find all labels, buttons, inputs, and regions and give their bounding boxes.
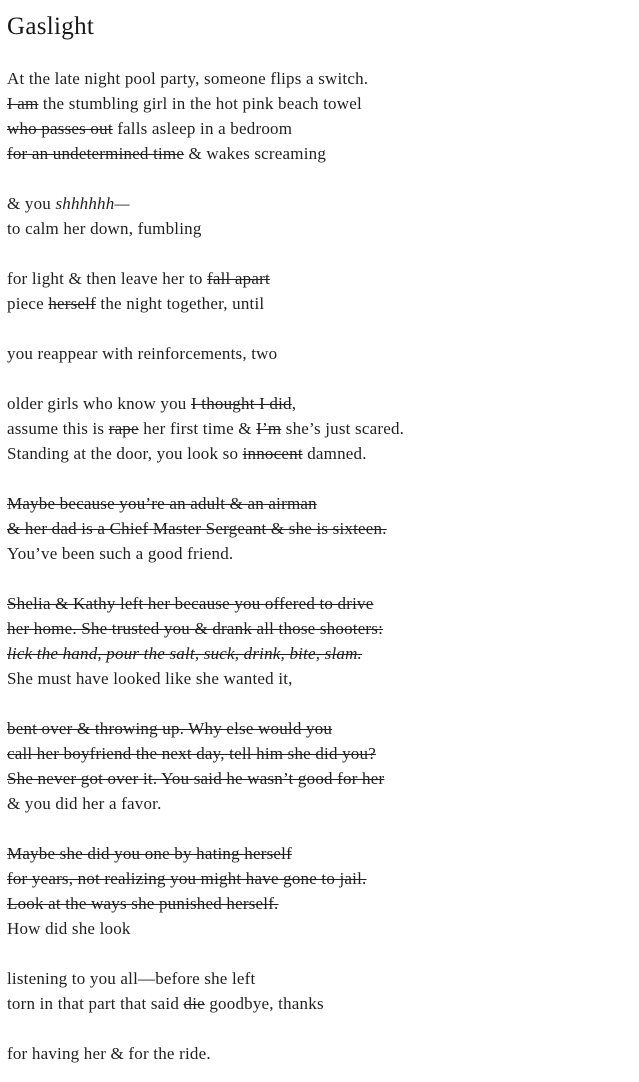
poem-line — [7, 791, 629, 816]
italic-text: shhhhhh— — [55, 194, 130, 213]
struck-text: Maybe because you’re an adult & an airman — [7, 494, 317, 513]
poem-title: Gaslight — [7, 13, 95, 40]
poem-line — [7, 341, 629, 366]
struck-text: bent over & throwing up. Why else would you — [7, 719, 333, 738]
stanza — [7, 841, 629, 941]
stanza — [7, 341, 629, 366]
poem-line — [7, 741, 629, 766]
poem-body — [7, 66, 629, 1066]
stanza — [7, 66, 629, 166]
struck-text: rape — [108, 419, 139, 438]
poem-line — [7, 491, 629, 516]
poem-text: for light & then leave her to — [7, 269, 208, 288]
poem-text: You’ve been such a good friend. — [7, 544, 234, 563]
poem-line — [7, 416, 629, 441]
poem-text: & wakes screaming — [184, 144, 327, 163]
stanza — [7, 266, 629, 316]
poem-line — [7, 591, 629, 616]
stanza — [7, 966, 629, 1016]
poem-line — [7, 266, 629, 291]
poem-line — [7, 516, 629, 541]
poem-line — [7, 91, 629, 116]
poem-text: you reappear with reinforcements, two — [7, 344, 278, 363]
stanza — [7, 591, 629, 691]
poem-line — [7, 966, 629, 991]
struck-text: She never got over it. You said he wasn’t good for her — [7, 769, 385, 788]
struck-text: innocent — [242, 444, 303, 463]
poem-line — [7, 991, 629, 1016]
poem-text: assume this is — [7, 419, 109, 438]
struck-text: fall apart — [207, 269, 270, 288]
poem-line — [7, 116, 629, 141]
struck-text: & her dad is a Chief Master Sergeant & she is sixteen. — [7, 519, 387, 538]
stanza — [7, 191, 629, 241]
poem-text: damned. — [302, 444, 367, 463]
struck-text: I am — [7, 94, 39, 113]
struck-text: Look at the ways she punished herself. — [7, 894, 279, 913]
poem-line — [7, 866, 629, 891]
poem-text: At the late night pool party, someone flips a switch. — [7, 69, 369, 88]
poem-line — [7, 641, 629, 666]
poem-text: How did she look — [7, 919, 131, 938]
struck-text: call her boyfriend the next day, tell him she did you? — [7, 744, 376, 763]
poem-line — [7, 766, 629, 791]
poem-text: older girls who know you — [7, 394, 191, 413]
struck-text: who passes out — [7, 119, 113, 138]
poem-line — [7, 216, 629, 241]
poem-line — [7, 891, 629, 916]
stanza — [7, 491, 629, 566]
poem-text: she’s just scared. — [281, 419, 405, 438]
poem-line — [7, 141, 629, 166]
struck-text: I’m — [256, 419, 282, 438]
poem-line — [7, 66, 629, 91]
struck-text: for years, not realizing you might have gone to jail. — [7, 869, 367, 888]
poem-text: falls asleep in a bedroom — [112, 119, 293, 138]
poem-line — [7, 716, 629, 741]
stanza — [7, 1041, 629, 1066]
poem-text: piece — [7, 294, 49, 313]
poem-text: her first time & — [138, 419, 257, 438]
poem-text: She must have looked like she wanted it, — [7, 669, 293, 688]
struck-text: her home. She trusted you & drank all those shooters: — [7, 619, 384, 638]
poem-text: the stumbling girl in the hot pink beach towel — [38, 94, 362, 113]
poem-line — [7, 916, 629, 941]
poem-line — [7, 191, 629, 216]
poem-text: listening to you all—before she left — [7, 969, 256, 988]
poem-line — [7, 291, 629, 316]
struck-text: lick the hand, pour the salt, suck, drink, bite, slam. — [7, 644, 363, 663]
poem-text: , — [291, 394, 297, 413]
struck-text: for an undetermined time — [7, 144, 185, 163]
poem-line — [7, 441, 629, 466]
poem-line — [7, 1041, 629, 1066]
poem-text: torn in that part that said — [7, 994, 184, 1013]
poem-text: the night together, until — [95, 294, 265, 313]
struck-text: die — [183, 994, 205, 1013]
poem-text: for having her & for the ride. — [7, 1044, 211, 1063]
poem-text: & you did her a favor. — [7, 794, 162, 813]
struck-text: herself — [48, 294, 96, 313]
poem-line — [7, 541, 629, 566]
struck-text: I thought I did — [190, 394, 292, 413]
struck-text: Shelia & Kathy left her because you offered to drive — [7, 594, 374, 613]
poem-text: goodbye, thanks — [204, 994, 324, 1013]
poem-text: & you — [7, 194, 56, 213]
stanza — [7, 716, 629, 816]
poem-text: Standing at the door, you look so — [7, 444, 243, 463]
poem-line — [7, 616, 629, 641]
poem-text: to calm her down, fumbling — [7, 219, 202, 238]
poem-line — [7, 391, 629, 416]
poem-line — [7, 841, 629, 866]
struck-text: Maybe she did you one by hating herself — [7, 844, 292, 863]
stanza — [7, 391, 629, 466]
poem-line — [7, 666, 629, 691]
